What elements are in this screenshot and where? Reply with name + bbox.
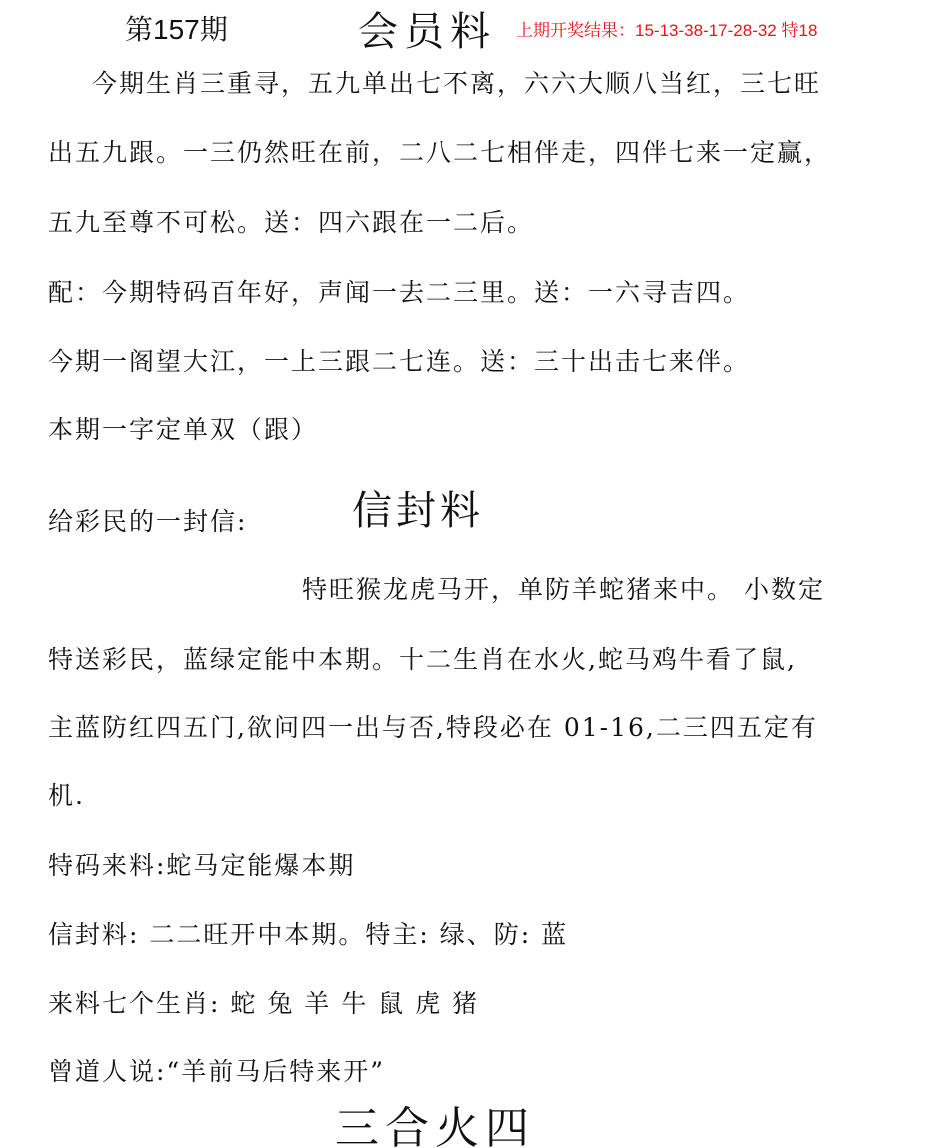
member-line-3: 五九至尊不可松。送：四六跟在一二后。 — [48, 208, 535, 237]
issue-number: 第157期 — [125, 14, 228, 45]
letter-line-3: 主蓝防红四五门,欲问四一出与否,特段必在 01-16,二三四五定有 — [48, 713, 818, 742]
tail-line-2: 信封料: 二二旺开中本期。特主: 绿、防: 蓝 — [48, 920, 569, 949]
member-line-6: 本期一字定单双（跟） — [48, 415, 319, 444]
tail-line-3: 来料七个生肖: 蛇 兔 羊 牛 鼠 虎 猪 — [48, 989, 480, 1018]
letter-line-2: 特送彩民，蓝绿定能中本期。十二生肖在水火,蛇马鸡牛看了鼠, — [48, 645, 797, 674]
tail-line-4: 曾道人说:“羊前马后特来开” — [48, 1057, 385, 1086]
last-result: 上期开奖结果：15-13-38-17-28-32 特18 — [516, 21, 818, 40]
final-title: 三合火四 — [335, 1103, 535, 1148]
member-line-4: 配：今期特码百年好，声闻一去二三里。送：一六寻吉四。 — [48, 278, 751, 307]
letter-line-4: 机. — [48, 781, 85, 810]
letter-line-1: 特旺猴龙虎马开，单防羊蛇猪来中。 小数定 — [302, 575, 825, 604]
envelope-title: 信封料 — [352, 488, 484, 534]
member-line-5: 今期一阁望大江，一上三跟二七连。送：三十出击七来伴。 — [48, 347, 751, 376]
tail-line-1: 特码来料:蛇马定能爆本期 — [48, 851, 356, 880]
member-line-1: 今期生肖三重寻，五九单出七不离，六六大顺八当红，三七旺 — [92, 69, 822, 98]
member-line-2: 出五九跟。一三仍然旺在前，二八二七相伴走，四伴七来一定赢， — [48, 138, 832, 167]
member-title: 会员料 — [358, 9, 496, 55]
letter-intro: 给彩民的一封信: — [48, 507, 248, 536]
